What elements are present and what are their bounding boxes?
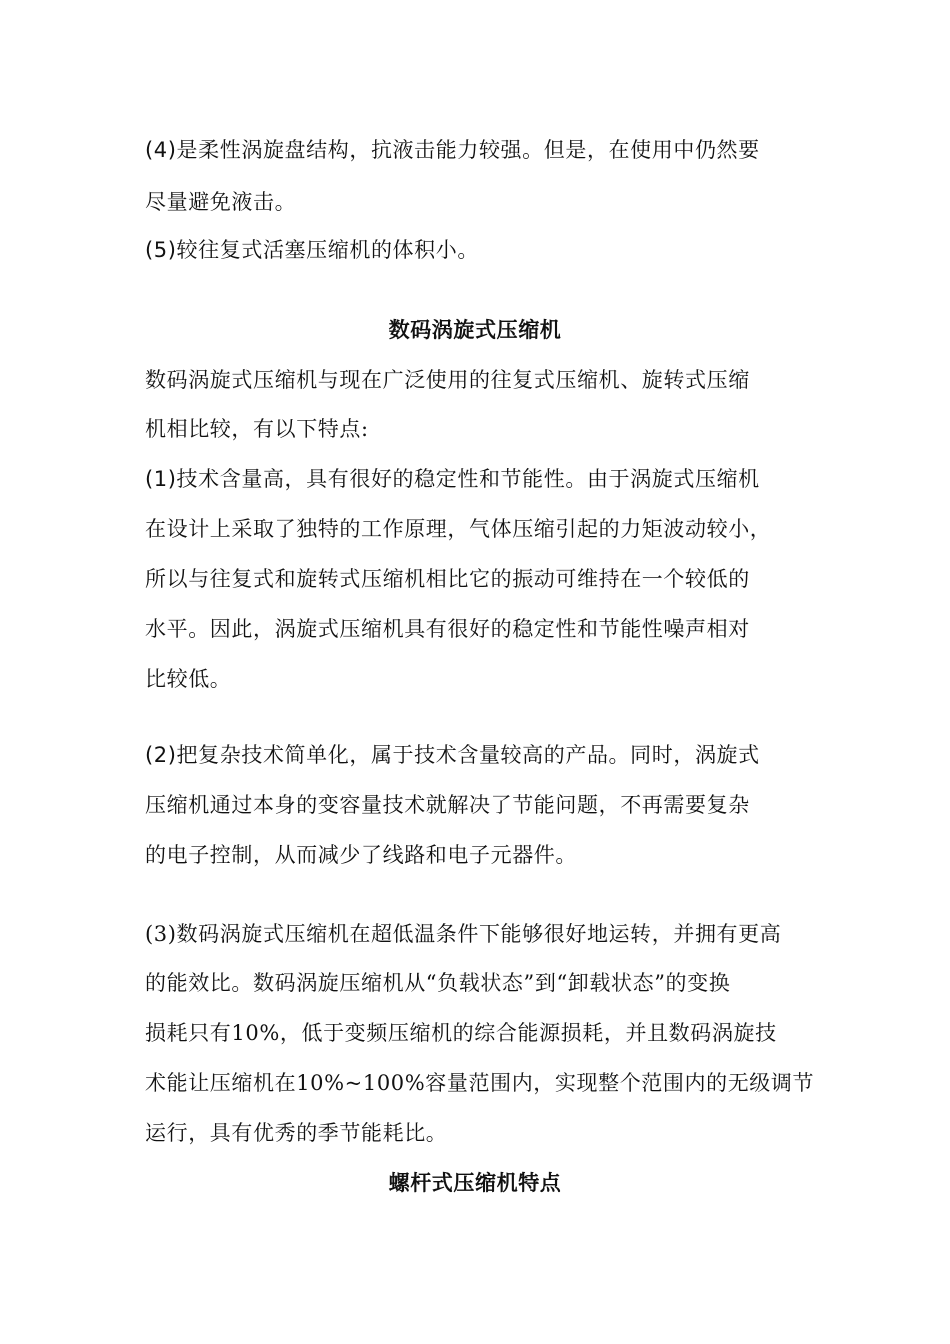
paragraph-line: 所以与往复式和旋转式压缩机相比它的振动可维持在一个较低的	[145, 567, 750, 591]
paragraph-line: 尽量避免液击。	[145, 190, 297, 214]
paragraph-line: 比较低。	[145, 667, 232, 691]
paragraph-line: (2)把复杂技术简单化，属于技术含量较高的产品。同时，涡旋式	[145, 743, 760, 767]
paragraph-line: 损耗只有10%，低于变频压缩机的综合能源损耗，并且数码涡旋技	[145, 1021, 777, 1045]
section-heading-digital-scroll: 数码涡旋式压缩机	[388, 317, 562, 342]
paragraph-line: (1)技术含量高，具有很好的稳定性和节能性。由于涡旋式压缩机	[145, 467, 760, 491]
paragraph-line: 术能让压缩机在10%~100%容量范围内，实现整个范围内的无级调节	[145, 1071, 815, 1095]
paragraph-line: 数码涡旋式压缩机与现在广泛使用的往复式压缩机、旋转式压缩	[145, 368, 750, 392]
section-heading-screw: 螺杆式压缩机特点	[388, 1170, 562, 1195]
paragraph-line: (5)较往复式活塞压缩机的体积小。	[145, 238, 479, 262]
paragraph-line: 在设计上采取了独特的工作原理，气体压缩引起的力矩波动较小，	[145, 517, 772, 541]
paragraph-line: 的能效比。数码涡旋压缩机从“负载状态”到“卸载状态”的变换	[145, 971, 731, 995]
paragraph-line: 的电子控制，从而减少了线路和电子元器件。	[145, 843, 577, 867]
paragraph-line: 运行，具有优秀的季节能耗比。	[145, 1121, 448, 1145]
paragraph-line: (3)数码涡旋式压缩机在超低温条件下能够很好地运转，并拥有更高	[145, 922, 782, 946]
paragraph-line: 压缩机通过本身的变容量技术就解决了节能问题，不再需要复杂	[145, 793, 750, 817]
paragraph-line: 水平。因此，涡旋式压缩机具有很好的稳定性和节能性噪声相对	[145, 617, 750, 641]
paragraph-line: (4)是柔性涡旋盘结构，抗液击能力较强。但是，在使用中仍然要	[145, 138, 760, 162]
paragraph-line: 机相比较，有以下特点:	[145, 417, 369, 441]
